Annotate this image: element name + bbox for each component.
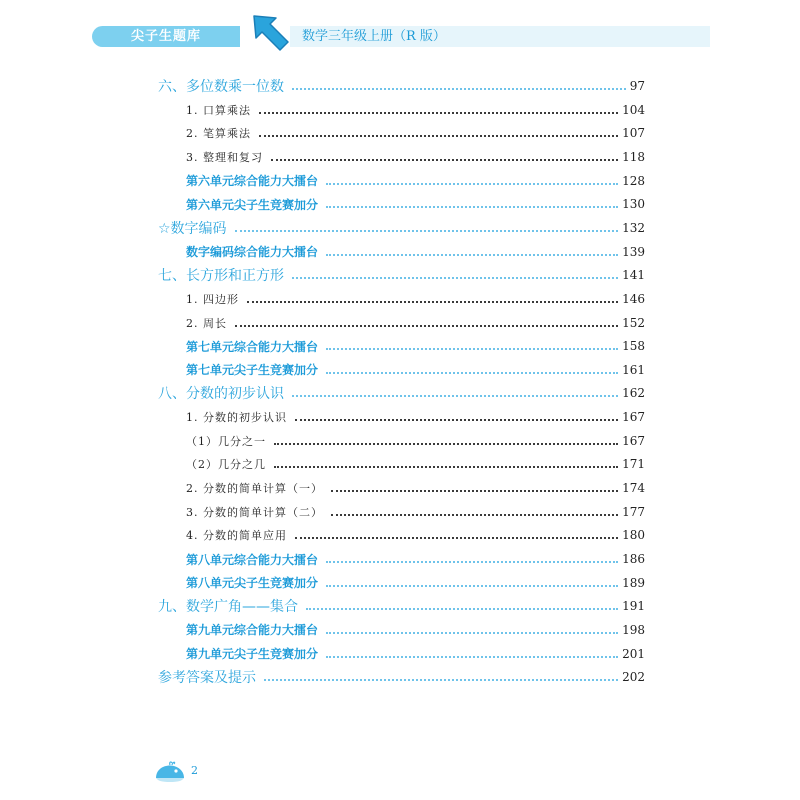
toc-entry-page: 174	[622, 481, 645, 496]
toc-entry[interactable]	[186, 619, 645, 641]
toc-entry-page: 139	[622, 244, 645, 259]
toc-entry-page: 107	[622, 126, 645, 141]
toc-entry-title: （2）几分之几	[186, 458, 266, 472]
toc-entry[interactable]	[186, 477, 645, 499]
dot-leader	[235, 230, 619, 232]
toc-entry[interactable]	[186, 359, 645, 381]
toc-entry[interactable]	[186, 193, 645, 215]
dot-leader	[259, 135, 618, 137]
toc-entry-title: 六、多位数乘一位数	[158, 79, 284, 95]
toc-entry-title: 九、数学广角——集合	[158, 599, 298, 616]
toc-entry-page: 161	[622, 362, 645, 377]
toc-entry-title: 参考答案及提示	[158, 670, 256, 687]
dot-leader	[326, 254, 618, 256]
toc-entry[interactable]	[186, 170, 645, 192]
dot-leader	[306, 608, 618, 610]
toc-entry[interactable]	[186, 548, 645, 570]
dot-leader	[295, 419, 618, 421]
toc-entry[interactable]	[186, 524, 645, 546]
toc-entry-page: 128	[622, 173, 645, 188]
toc-entry-page: 167	[622, 433, 645, 448]
toc-entry-title: 1. 分数的初步认识	[186, 411, 287, 425]
toc-entry[interactable]	[186, 288, 645, 310]
toc-entry[interactable]	[158, 595, 645, 617]
toc-entry-title: 2. 周长	[186, 316, 227, 330]
dot-leader	[235, 325, 618, 327]
toc-entry-title: 3. 分数的简单计算（二）	[186, 505, 323, 519]
toc-entry[interactable]	[186, 312, 645, 334]
toc-entry-title: ☆数字编码	[158, 220, 227, 237]
toc-entry-page: 191	[622, 599, 645, 614]
dot-leader	[326, 585, 618, 587]
toc-entry-page: 201	[622, 646, 645, 661]
dot-leader	[271, 159, 618, 161]
dot-leader	[331, 490, 618, 492]
whale-icon	[154, 760, 188, 784]
toc-entry[interactable]	[186, 406, 645, 428]
toc-entry[interactable]	[186, 241, 645, 263]
toc-entry-title: 3. 整理和复习	[186, 150, 263, 164]
toc-entry-title: 第八单元综合能力大擂台	[186, 552, 319, 567]
toc-entry[interactable]	[186, 453, 645, 475]
toc-entry[interactable]	[186, 122, 645, 144]
book-subject-title: 数学三年级上册（R 版）	[290, 26, 710, 47]
dot-leader	[326, 561, 618, 563]
toc-entry[interactable]	[186, 430, 645, 452]
toc-entry-page: 158	[622, 339, 645, 354]
toc-entry[interactable]	[158, 666, 645, 688]
toc-entry-title: 数字编码综合能力大擂台	[186, 245, 319, 260]
toc-entry-title: 4. 分数的简单应用	[186, 529, 287, 543]
toc-entry-title: （1）几分之一	[186, 434, 266, 448]
dot-leader	[326, 372, 618, 374]
toc-entry-title: 第七单元综合能力大擂台	[186, 339, 319, 354]
toc-entry-page: 189	[622, 575, 645, 590]
toc-entry[interactable]	[186, 99, 645, 121]
toc-entry-page: 104	[622, 102, 645, 117]
dot-leader	[292, 88, 626, 90]
dot-leader	[326, 206, 618, 208]
toc-entry[interactable]	[158, 264, 645, 286]
toc-entry[interactable]	[186, 146, 645, 168]
dot-leader	[326, 632, 618, 634]
toc-entry-title: 八、分数的初步认识	[158, 386, 284, 403]
dot-leader	[326, 656, 618, 658]
toc-entry[interactable]	[186, 572, 645, 594]
toc-entry-title: 第七单元尖子生竞赛加分	[186, 363, 319, 378]
dot-leader	[274, 443, 618, 445]
toc-entry[interactable]	[158, 75, 645, 97]
toc-entry-page: 171	[622, 457, 645, 472]
dot-leader	[331, 514, 618, 516]
toc-entry-title: 七、长方形和正方形	[158, 268, 284, 285]
toc-entry-title: 1. 口算乘法	[186, 103, 251, 117]
toc-entry-page: 180	[622, 528, 645, 543]
dot-leader	[264, 679, 618, 681]
toc-entry-page: 146	[622, 291, 645, 306]
toc-entry[interactable]	[186, 643, 645, 665]
toc-entry-page: 130	[622, 197, 645, 212]
toc-entry-page: 177	[622, 504, 645, 519]
toc-entry-page: 198	[622, 622, 645, 637]
toc-entry[interactable]	[158, 382, 645, 404]
dot-leader	[259, 112, 618, 114]
dot-leader	[274, 466, 618, 468]
dot-leader	[295, 537, 618, 539]
toc-entry[interactable]	[186, 501, 645, 523]
dot-leader	[326, 183, 618, 185]
dot-leader	[326, 348, 618, 350]
series-brand-label: 尖子生题库	[92, 26, 240, 47]
toc-entry-page: 167	[622, 410, 645, 425]
page-number: 2	[191, 764, 198, 777]
toc-entry-title: 2. 分数的简单计算（一）	[186, 482, 323, 496]
dot-leader	[292, 395, 618, 397]
toc-entry-page: 152	[622, 315, 645, 330]
toc-entry-page: 97	[629, 79, 645, 93]
toc-entry[interactable]	[186, 335, 645, 357]
toc-entry-page: 202	[622, 670, 645, 685]
toc-entry-page: 141	[622, 268, 645, 283]
toc-entry-title: 第六单元尖子生竞赛加分	[186, 197, 319, 212]
toc-entry-title: 第八单元尖子生竞赛加分	[186, 576, 319, 591]
toc-entry-title: 2. 笔算乘法	[186, 127, 251, 141]
toc-entry-title: 第六单元综合能力大擂台	[186, 174, 319, 189]
toc-entry-title: 第九单元尖子生竞赛加分	[186, 647, 319, 662]
dot-leader	[247, 301, 618, 303]
toc-entry-title: 第九单元综合能力大擂台	[186, 623, 319, 638]
toc-entry-page: 186	[622, 552, 645, 566]
toc-entry-page: 132	[622, 220, 645, 235]
toc-entry-page: 162	[622, 386, 645, 401]
dot-leader	[292, 277, 618, 279]
toc-entry-title: 1. 四边形	[186, 292, 239, 306]
toc-entry[interactable]	[158, 217, 645, 239]
toc-entry-page: 118	[622, 149, 645, 164]
